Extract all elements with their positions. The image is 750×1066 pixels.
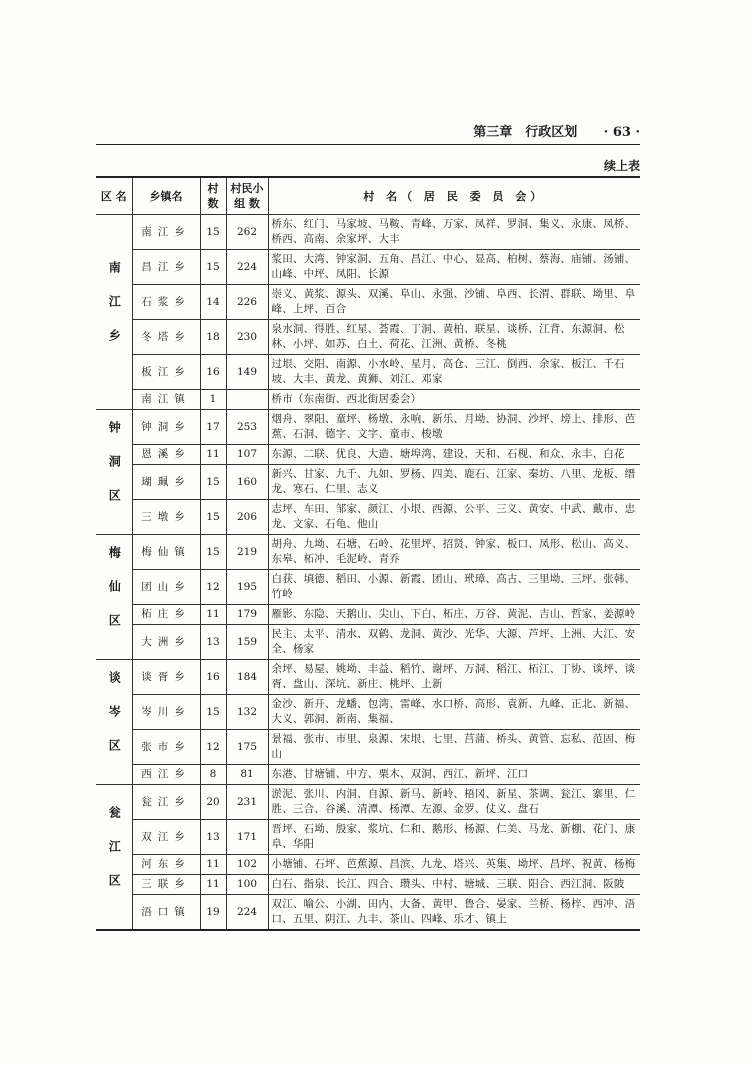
village-names: 金沙、新开、龙蟠、包湾、雷峰、水口桥、高形、袁新、九峰、正北、新福、大义、郭洞、新南、集福、 (268, 695, 640, 730)
table-row (96, 390, 640, 410)
village-count: 16 (200, 355, 226, 390)
village-count: 14 (200, 285, 226, 320)
district-name: 钟洞区 (96, 410, 132, 535)
col-header-village-count: 村数 (200, 177, 226, 215)
village-count: 12 (200, 570, 226, 605)
table-row (96, 250, 640, 285)
village-names: 民主、太平、清水、双鹤、龙洞、黄沙、光华、大源、芦坪、上洲、大江、安全、杨家 (268, 625, 640, 660)
table-row (96, 785, 640, 820)
village-names: 胡舟、九坳、石塘、石岭、花里坪、招贤、钟家、板口、凤形、松山、高义、东皋、柘冲、毛泥岭、青乔 (268, 535, 640, 570)
table-row (96, 765, 640, 785)
group-count: 231 (226, 785, 268, 820)
town-name: 石浆乡 (132, 285, 200, 320)
town-name: 河东乡 (132, 855, 200, 875)
village-count: 13 (200, 625, 226, 660)
group-count: 175 (226, 730, 268, 765)
town-name: 三联乡 (132, 875, 200, 895)
village-count: 18 (200, 320, 226, 355)
village-count: 16 (200, 660, 226, 695)
village-count: 15 (200, 695, 226, 730)
village-names: 桥东、红门、马家坡、马鞍、青峰、万家、凤祥、罗洞、集义、永康、凤桥、桥西、高南、余家坪、大丰 (268, 215, 640, 250)
table-row (96, 875, 640, 895)
town-name: 南江乡 (132, 215, 200, 250)
table-row (96, 445, 640, 465)
group-count: 179 (226, 605, 268, 625)
table-row (96, 820, 640, 855)
village-names: 余坪、易屋、姚坳、丰益、稻竹、谢坪、万洞、稻江、柘江、丁协、谈坪、谈胥、盘山、深坑、新庄、桃坪、上新 (268, 660, 640, 695)
town-name: 冬塔乡 (132, 320, 200, 355)
group-count: 171 (226, 820, 268, 855)
group-count: 107 (226, 445, 268, 465)
village-count: 8 (200, 765, 226, 785)
table-row (96, 625, 640, 660)
table-row (96, 535, 640, 570)
table-row (96, 215, 640, 250)
group-count: 262 (226, 215, 268, 250)
village-names: 过垠、交阳、南源、小水岭、星月、高仓、三江、倒西、余家、板江、千石坡、大丰、黄龙、黄狮、刘江、邓家 (268, 355, 640, 390)
town-name: 板江乡 (132, 355, 200, 390)
table-row (96, 355, 640, 390)
table-row (96, 465, 640, 500)
group-count (226, 390, 268, 410)
village-count: 12 (200, 730, 226, 765)
group-count: 102 (226, 855, 268, 875)
village-names: 崇义、黄浆、源头、双溪、阜山、永强、沙铺、阜西、长渭、群联、坳里、阜峰、上坪、百合 (268, 285, 640, 320)
group-count: 132 (226, 695, 268, 730)
table-row (96, 285, 640, 320)
village-names: 浆田、大湾、钟家洞、五角、昌江、中心、显高、柏树、蔡海、庙铺、汤铺、山峰、中坪、凤阳、长源 (268, 250, 640, 285)
village-count: 19 (200, 895, 226, 931)
group-count: 149 (226, 355, 268, 390)
group-count: 159 (226, 625, 268, 660)
village-count: 11 (200, 445, 226, 465)
village-count: 20 (200, 785, 226, 820)
town-name: 昌江乡 (132, 250, 200, 285)
village-names: 雁影、东隐、天鹅山、尖山、下白、柘庄、万谷、黄泥、吉山、哲家、姜源岭 (268, 605, 640, 625)
village-names: 小塘铺、石坪、芭蕉源、昌滨、九龙、塔兴、英集、坳坪、昌坪、祝黄、杨梅 (268, 855, 640, 875)
town-name: 谈胥乡 (132, 660, 200, 695)
village-count: 11 (200, 855, 226, 875)
village-count: 11 (200, 605, 226, 625)
village-names: 双江、喻公、小湖、田内、大备、黄甲、鲁合、晏家、兰桥、杨梓、西冲、浯口、五里、阴江、九丰、茶山、四峰、乐才、镇上 (268, 895, 640, 931)
table-row (96, 605, 640, 625)
group-count: 160 (226, 465, 268, 500)
village-count: 15 (200, 250, 226, 285)
group-count: 224 (226, 250, 268, 285)
district-name: 南江乡 (96, 215, 132, 410)
town-name: 双江乡 (132, 820, 200, 855)
group-count: 81 (226, 765, 268, 785)
town-name: 南江镇 (132, 390, 200, 410)
table-row (96, 500, 640, 535)
village-count: 1 (200, 390, 226, 410)
village-count: 17 (200, 410, 226, 445)
group-count: 230 (226, 320, 268, 355)
group-count: 226 (226, 285, 268, 320)
col-header-district: 区 名 (96, 177, 132, 215)
group-count: 206 (226, 500, 268, 535)
town-name: 三墩乡 (132, 500, 200, 535)
village-names: 景福、张市、市里、泉源、宋垠、七里、莒蒲、桥头、黄管、忘私、范固、梅山 (268, 730, 640, 765)
village-count: 13 (200, 820, 226, 855)
table-row (96, 895, 640, 931)
col-header-group-count: 村民小组 数 (226, 177, 268, 215)
village-names: 东源、二联、优良、大造、塘埠湾、建设、天和、石枧、和众、永丰、白花 (268, 445, 640, 465)
group-count: 195 (226, 570, 268, 605)
town-name: 恩溪乡 (132, 445, 200, 465)
town-name: 岑川乡 (132, 695, 200, 730)
town-name: 瑚珮乡 (132, 465, 200, 500)
village-names: 白获、填德、稻田、小源、新霞、团山、玳璋、高古、三里坳、三坪、张韩、竹岭 (268, 570, 640, 605)
village-names: 志坪、车田、邹家、颜江、小垠、西源、公平、三义、黄安、中武、戴市、忠龙、文家、石龟、他山 (268, 500, 640, 535)
village-count: 15 (200, 465, 226, 500)
table-row (96, 320, 640, 355)
table-row (96, 855, 640, 875)
town-name: 浯口镇 (132, 895, 200, 931)
group-count: 219 (226, 535, 268, 570)
village-names: 新兴、甘家、九千、九如、罗杨、四美、鹿石、江家、秦坊、八里、龙板、缙龙、寒石、仁里、志义 (268, 465, 640, 500)
continued-label: 续上表 (603, 159, 640, 173)
running-head (96, 121, 640, 145)
village-names: 泉水洞、得胜、红星、荟霞、丁洞、黄柏、联星、谈桥、江背、东源洞、松林、小坪、如苏、白土、荷花、江洲、黄桥、冬桃 (268, 320, 640, 355)
group-count: 184 (226, 660, 268, 695)
col-header-town: 乡镇名 (132, 177, 200, 215)
group-count: 253 (226, 410, 268, 445)
district-name: 梅仙区 (96, 535, 132, 660)
town-name: 柘庄乡 (132, 605, 200, 625)
village-count: 11 (200, 875, 226, 895)
village-names: 白石、指泉、长江、四合、瓒头、中村、塘城、三联、阳合、西江洞、阪陂 (268, 875, 640, 895)
town-name: 梅仙镇 (132, 535, 200, 570)
page-number: · 63 · (603, 125, 640, 140)
town-name: 团山乡 (132, 570, 200, 605)
chapter-title: 第三章 行政区划 (473, 125, 578, 140)
table-row (96, 730, 640, 765)
table-row (96, 410, 640, 445)
town-name: 瓮江乡 (132, 785, 200, 820)
district-name: 瓮江区 (96, 785, 132, 931)
table-row (96, 570, 640, 605)
admin-division-table (96, 176, 640, 931)
village-count: 15 (200, 500, 226, 535)
table-row (96, 660, 640, 695)
village-names: 东港、甘塘铺、中方、栗木、双洞、西江、新坪、江口 (268, 765, 640, 785)
village-names: 桥市（东南街、西北街居委会） (268, 390, 640, 410)
district-name: 谈岑区 (96, 660, 132, 785)
village-count: 15 (200, 535, 226, 570)
group-count: 224 (226, 895, 268, 931)
town-name: 大洲乡 (132, 625, 200, 660)
town-name: 西江乡 (132, 765, 200, 785)
village-names: 淤泥、张川、内洞、自源、新马、新岭、梧冈、新星、茶调、瓮江、寨里、仁胜、三合、谷溪、清潭、杨潭、左源、金罗、仗义、盘石 (268, 785, 640, 820)
town-name: 张市乡 (132, 730, 200, 765)
group-count: 100 (226, 875, 268, 895)
village-count: 15 (200, 215, 226, 250)
col-header-village-names: 村 名（ 居 民 委 员 会） (268, 177, 640, 215)
table-row (96, 695, 640, 730)
town-name: 钟洞乡 (132, 410, 200, 445)
village-names: 烟舟、翠阳、童坪、杨墩、永响、新乐、月坳、协洞、沙坪、塝上、排形、芭蕉、石洞、德字、文字、童市、梭墩 (268, 410, 640, 445)
table-header-row (96, 177, 640, 215)
village-names: 晋坪、石坳、殷家、浆坑、仁和、鹅形、杨源、仁美、马龙、新棚、花门、康阜、华阳 (268, 820, 640, 855)
